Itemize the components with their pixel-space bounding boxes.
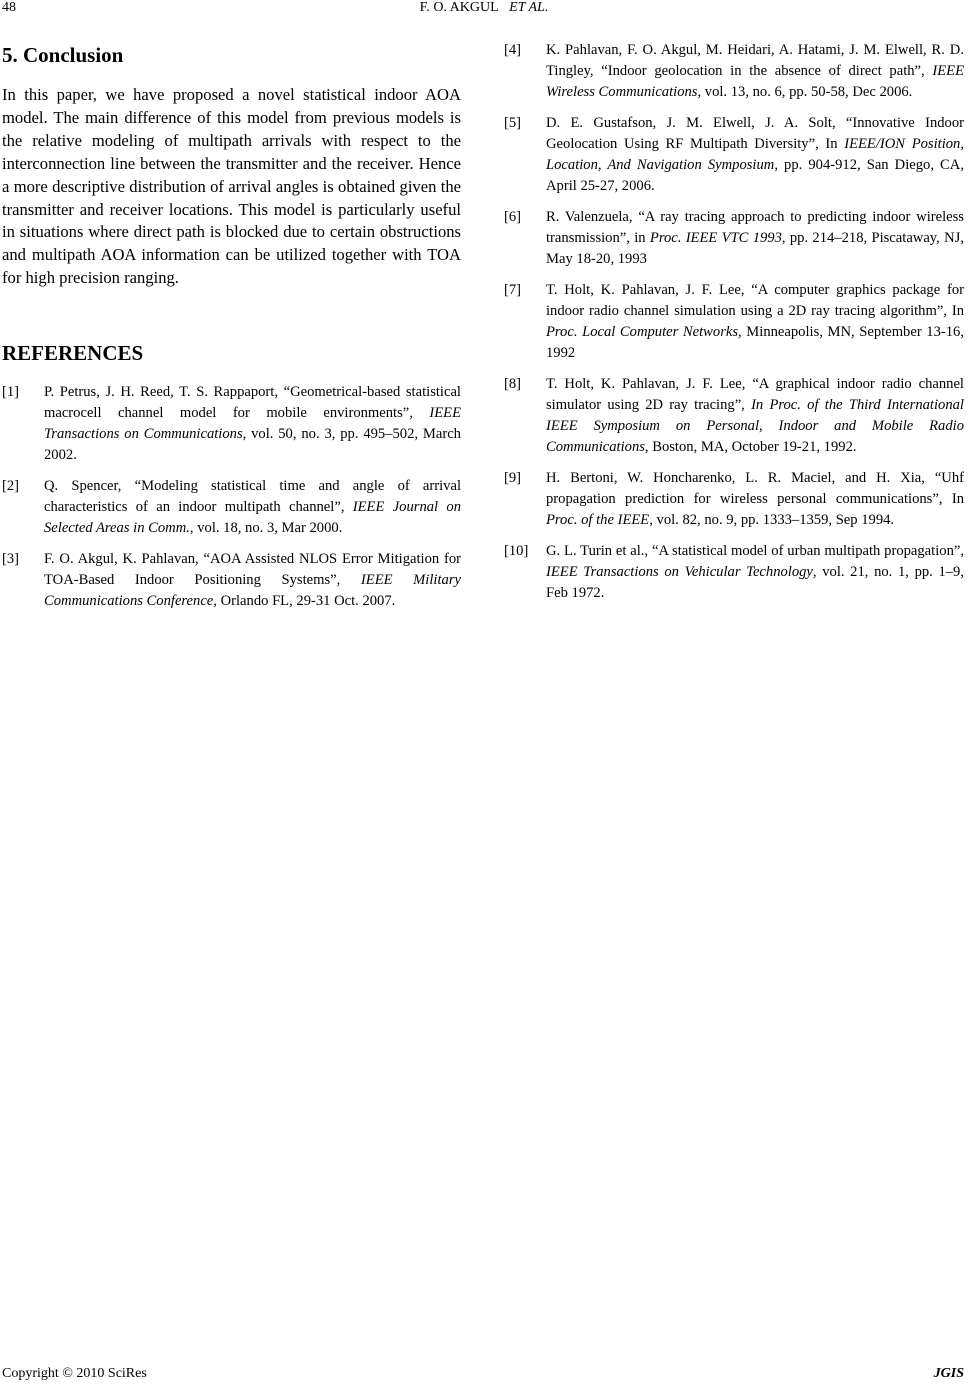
reference-item: [1] P. Petrus, J. H. Reed, T. S. Rappaport, “Geometrical-based statistical macrocell channel model for mobile environments”, IEEE Transactions on Communications, vol. 50, no. 3, pp. 495–502, March 2002. — [2, 384, 461, 464]
reference-list-right — [504, 40, 964, 604]
reference-number: [2] — [2, 478, 20, 495]
conclusion-heading: 5. Conclusion — [2, 43, 124, 67]
page-header — [0, 0, 968, 20]
page-footer — [0, 1366, 968, 1386]
reference-item: [7] T. Holt, K. Pahlavan, J. F. Lee, “A computer graphics package for indoor radio channel simulation using a 2D ray tracing algorithm”, In Proc. Local Computer Networks, Minneapolis, MN, September 13-16, 1992 — [504, 282, 964, 361]
reference-number: [4] — [504, 42, 522, 58]
reference-number: [8] — [504, 376, 522, 392]
running-title-authors: F. O. AKGUL — [419, 0, 499, 15]
journal-name: JGIS — [933, 1366, 964, 1381]
reference-item: [6] R. Valenzuela, “A ray tracing approach to predicting indoor wireless transmission”, in Proc. IEEE VTC 1993, pp. 214–218, Piscataway, NJ, May 18-20, 1993 — [504, 209, 964, 267]
page-number: 48 — [2, 0, 16, 15]
running-title — [0, 0, 968, 16]
reference-item: [2] Q. Spencer, “Modeling statistical time and angle of arrival characteristics of an indoor multipath channel”, IEEE Journal on Selected Areas in Comm., vol. 18, no. 3, Mar 2000. — [2, 478, 461, 537]
copyright-notice: Copyright © 2010 SciRes — [2, 1366, 147, 1381]
reference-item: [10] G. L. Turin et al., “A statistical model of urban multipath propagation”, IEEE Transactions on Vehicular Technology, vol. 21, no. 1, pp. 1–9, Feb 1972. — [504, 543, 965, 601]
references-heading: REFERENCES — [2, 341, 144, 366]
running-title-etal: ET AL. — [509, 0, 549, 15]
reference-list-left — [2, 382, 461, 612]
reference-number: [7] — [504, 282, 522, 298]
reference-item: [8] T. Holt, K. Pahlavan, J. F. Lee, “A graphical indoor radio channel simulator using 2D ray tracing”, In Proc. of the Third International IEEE Symposium on Personal, Indoor and Mobile Radio Communications, Boston, MA, October 19-21, 1992. — [504, 376, 964, 455]
reference-number: [1] — [2, 384, 20, 401]
right-column — [504, 40, 964, 614]
left-column — [2, 40, 461, 622]
reference-number: [6] — [504, 209, 522, 225]
reference-item: [3] F. O. Akgul, K. Pahlavan, “AOA Assisted NLOS Error Mitigation for TOA-Based Indoor Positioning Systems”, IEEE Military Communications Conference, Orlando FL, 29-31 Oct. 2007. — [2, 551, 461, 610]
reference-number: [5] — [504, 115, 522, 131]
reference-number: [10] — [504, 543, 529, 559]
reference-item: [5] D. E. Gustafson, J. M. Elwell, J. A. Solt, “Innovative Indoor Geolocation Using RF Multipath Diversity”, In IEEE/ION Position, Location, And Navigation Symposium, pp. 904-912, San Diego, CA, April 25-27, 2006. — [504, 115, 964, 194]
reference-number: [3] — [2, 551, 20, 568]
reference-number: [9] — [504, 470, 522, 486]
reference-item: [4] K. Pahlavan, F. O. Akgul, M. Heidari, A. Hatami, J. M. Elwell, R. D. Tingley, “Indoor geolocation in the absence of direct path”, IEEE Wireless Communications, vol. 13, no. 6, pp. 50-58, Dec 2006. — [504, 42, 964, 100]
conclusion-paragraph: In this paper, we have proposed a novel statistical indoor AOA model. The main difference of this model from previous models is the relative modeling of multipath arrivals with respect to the interconnection line between the transmitter and the receiver. Hence a more descriptive distribution of arrival angles is obtained given the transmitter and receiver locations. This model is particularly useful in situations where direct path is blocked due to certain obstructions and multipath AOA information can be utilized together with TOA for high precision ranging. — [2, 85, 461, 288]
reference-item: [9] H. Bertoni, W. Honcharenko, L. R. Maciel, and H. Xia, “Uhf propagation prediction for wireless personal communications”, In Proc. of the IEEE, vol. 82, no. 9, pp. 1333–1359, Sep 1994. — [504, 470, 964, 528]
